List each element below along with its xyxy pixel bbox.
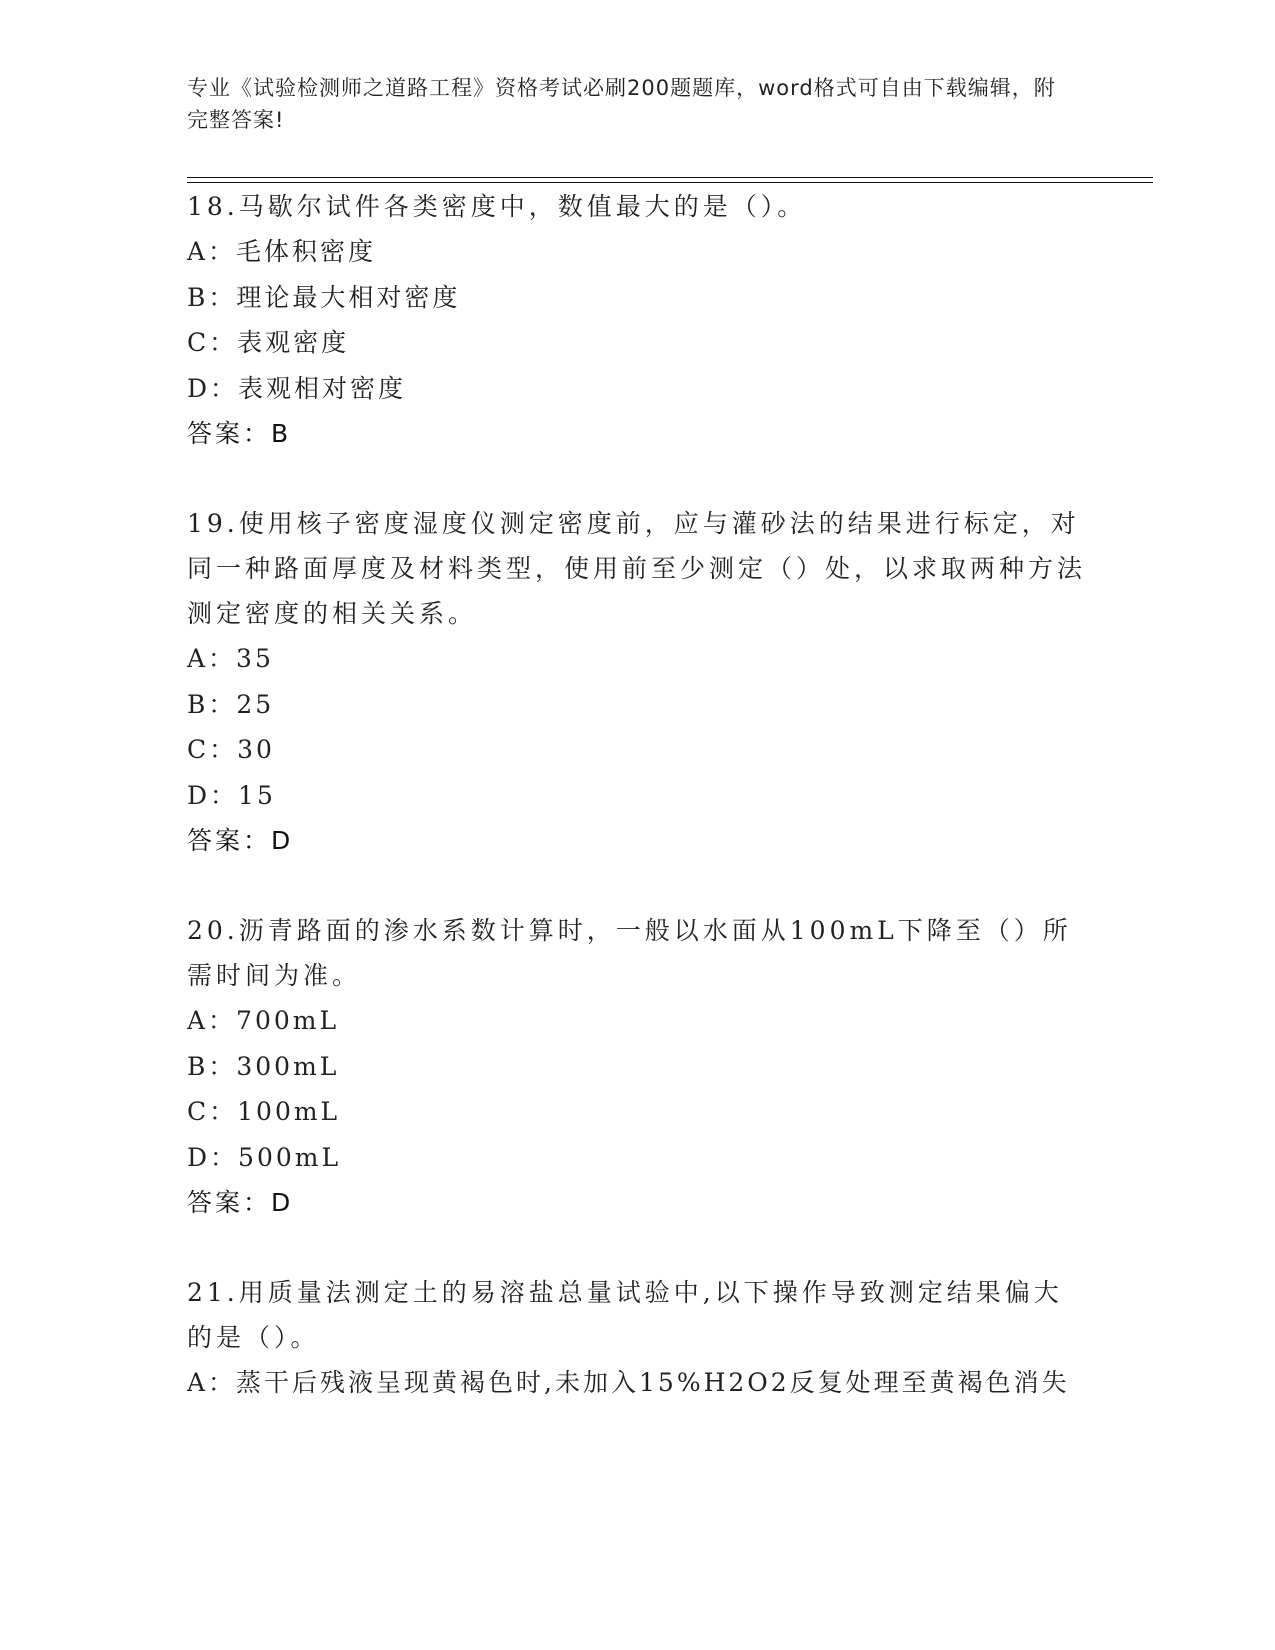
answer: 答案：D [187, 826, 294, 855]
option-c: C：表观密度 [187, 328, 350, 357]
option-a: A：35 [187, 644, 274, 673]
question-21 [187, 1270, 1087, 1406]
question-19 [187, 501, 1087, 863]
question-stem: 21.用质量法测定土的易溶盐总量试验中,以下操作导致测定结果偏大的是（）。 [187, 1278, 1063, 1352]
question-stem: 18.马歇尔试件各类密度中，数值最大的是（）。 [187, 192, 807, 221]
option-b: B：理论最大相对密度 [187, 282, 461, 312]
option-c: C：30 [187, 735, 275, 764]
option-d: D：15 [187, 780, 276, 810]
question-stem: 20.沥青路面的渗水系数计算时，一般以水面从100mL下降至（）所需时间为准。 [187, 916, 1072, 990]
question-spacer [187, 863, 1087, 908]
option-a: A：毛体积密度 [187, 237, 377, 266]
question-18 [187, 184, 1087, 456]
option-b: B：300mL [187, 1051, 340, 1081]
question-20 [187, 908, 1087, 1225]
option-a: A：蒸干后残液呈现黄褐色时,未加入15%H2O2反复处理至黄褐色消失 [187, 1368, 1070, 1397]
document-header: 专业《试验检测师之道路工程》资格考试必刷200题题库，word格式可自由下载编辑，附完整答案! [187, 76, 1056, 132]
header-divider-top [187, 177, 1153, 178]
question-spacer [187, 456, 1087, 501]
answer: 答案：B [187, 419, 292, 448]
question-stem: 19.使用核子密度湿度仪测定密度前，应与灌砂法的结果进行标定，对同一种路面厚度及材料类型，使用前至少测定（）处，以求取两种方法测定密度的相关关系。 [187, 509, 1087, 628]
option-b: B：25 [187, 689, 275, 719]
question-spacer [187, 1225, 1087, 1270]
answer: 答案：D [187, 1188, 294, 1217]
question-list [187, 184, 1087, 1406]
option-d: D：表观相对密度 [187, 373, 407, 403]
option-a: A：700mL [187, 1006, 340, 1035]
option-d: D：500mL [187, 1142, 342, 1172]
header-divider-bottom [187, 182, 1153, 183]
option-c: C：100mL [187, 1097, 341, 1126]
